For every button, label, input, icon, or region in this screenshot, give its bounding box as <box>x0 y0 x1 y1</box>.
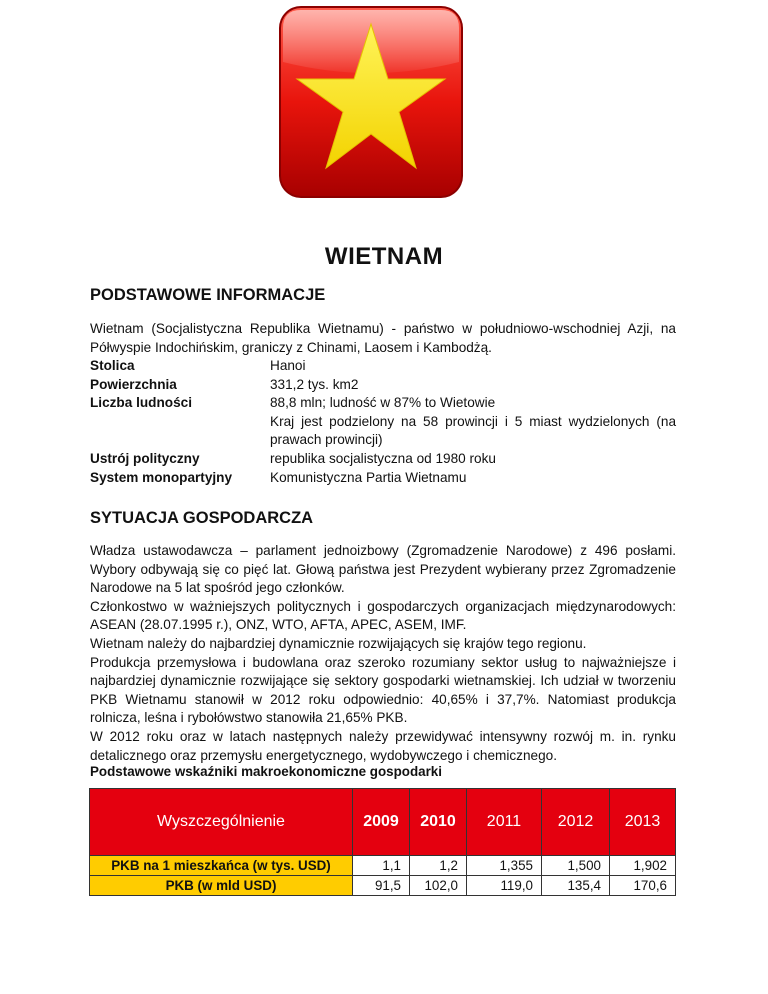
macro-indicators-table <box>89 788 676 896</box>
header-year-cell: 2011 <box>467 789 542 856</box>
value-cell: 1,1 <box>353 856 410 876</box>
value-cell: 119,0 <box>467 876 542 896</box>
info-value: Kraj jest podzielony na 58 prowincji i 5 miast wydzielonych (na prawach prowincji) <box>270 413 676 448</box>
table-row <box>90 876 676 896</box>
economy-paragraph: Członkostwo w ważniejszych politycznych i gospodarczych organizacjach międzynarodowych: ASEAN (28.07.1995 r.), ONZ, WTO, AFTA, APEC, ASEM, IMF. <box>90 598 676 633</box>
info-label: Stolica <box>90 358 135 373</box>
section-heading-economy: SYTUACJA GOSPODARCZA <box>90 509 314 527</box>
economy-paragraph: W 2012 roku oraz w latach następnych należy przewidywać intensywny rozwój m. in. rynku detalicznego oraz przemysłu energetycznego, wydobywczego i chemicznego. <box>90 728 676 763</box>
header-label-cell: Wyszczególnienie <box>90 789 353 856</box>
info-value: 331,2 tys. km2 <box>270 376 359 392</box>
info-label: Powierzchnia <box>90 376 177 392</box>
info-row-party-system <box>90 469 680 488</box>
economy-paragraph: Władza ustawodawcza – parlament jednoizbowy (Zgromadzenie Narodowe) z 496 posłami. Wybory odbywają się co pięć lat. Głową państwa jest Prezydent wybierany przez Zgromadzenie Narodowe na 5 lat spośród jego członków. <box>90 543 676 596</box>
table-header-row <box>90 789 676 856</box>
info-row-division <box>90 413 680 450</box>
vietnam-flag-icon <box>275 2 467 202</box>
flag-icon-graphic <box>275 2 467 202</box>
header-year-cell: 2010 <box>410 789 467 856</box>
basic-info-list <box>90 357 680 487</box>
info-label: Liczba ludności <box>90 395 192 411</box>
info-row-population <box>90 394 680 413</box>
economy-text <box>90 542 676 765</box>
value-cell: 1,500 <box>542 856 610 876</box>
info-value: 88,8 mln; ludność w 87% to Wietowie <box>270 395 496 411</box>
table-row <box>90 856 676 876</box>
info-value: Komunistyczna Partia Wietnamu <box>270 469 467 485</box>
document-title: WIETNAM <box>324 243 444 270</box>
info-row-political-system <box>90 450 680 469</box>
section-heading-basic-info: PODSTAWOWE INFORMACJE <box>90 286 326 304</box>
table-caption: Podstawowe wskaźniki makroekonomiczne gospodarki <box>90 764 442 779</box>
value-cell: 91,5 <box>353 876 410 896</box>
value-cell: 1,2 <box>410 856 467 876</box>
economy-paragraph: Produkcja przemysłowa i budowlana oraz szeroko rozumiany sektor usług to najważniejsze i najbardziej dynamicznie rozwijające się sektory gospodarki wietnamskiej. Ich udział w tworzeniu PKB Wietnamu stanowił w 2012 roku odpowiednio: 40,65% i 37,7%. Natomiast produkcja rolnicza, leśna i rybołówstwo stanowiła 21,65% PKB. <box>90 654 676 726</box>
intro-paragraph: Wietnam (Socjalistyczna Republika Wietnamu) - państwo w południowo-wschodniej Azji, na Półwyspie Indochińskim, graniczy z Chinami, Laosem i Kambodżą. <box>90 321 676 355</box>
header-year-cell: 2013 <box>610 789 676 856</box>
value-cell: 102,0 <box>410 876 467 896</box>
value-cell: 1,902 <box>610 856 676 876</box>
header-year-cell: 2012 <box>542 789 610 856</box>
economy-paragraph: Wietnam należy do najbardziej dynamicznie rozwijających się krajów tego regionu. <box>90 635 587 651</box>
info-label: Ustrój polityczny <box>90 450 200 466</box>
value-cell: 170,6 <box>610 876 676 896</box>
info-value: republika socjalistyczna od 1980 roku <box>270 450 496 466</box>
info-label <box>90 413 270 450</box>
info-value: Hanoi <box>270 358 306 373</box>
row-label-cell: PKB (w mld USD) <box>90 876 353 896</box>
header-year-cell: 2009 <box>353 789 410 856</box>
info-label: System monopartyjny <box>90 469 233 485</box>
value-cell: 135,4 <box>542 876 610 896</box>
info-row-capital <box>90 357 680 376</box>
row-label-cell: PKB na 1 mieszkańca (w tys. USD) <box>90 856 353 876</box>
value-cell: 1,355 <box>467 856 542 876</box>
info-row-area <box>90 376 680 395</box>
